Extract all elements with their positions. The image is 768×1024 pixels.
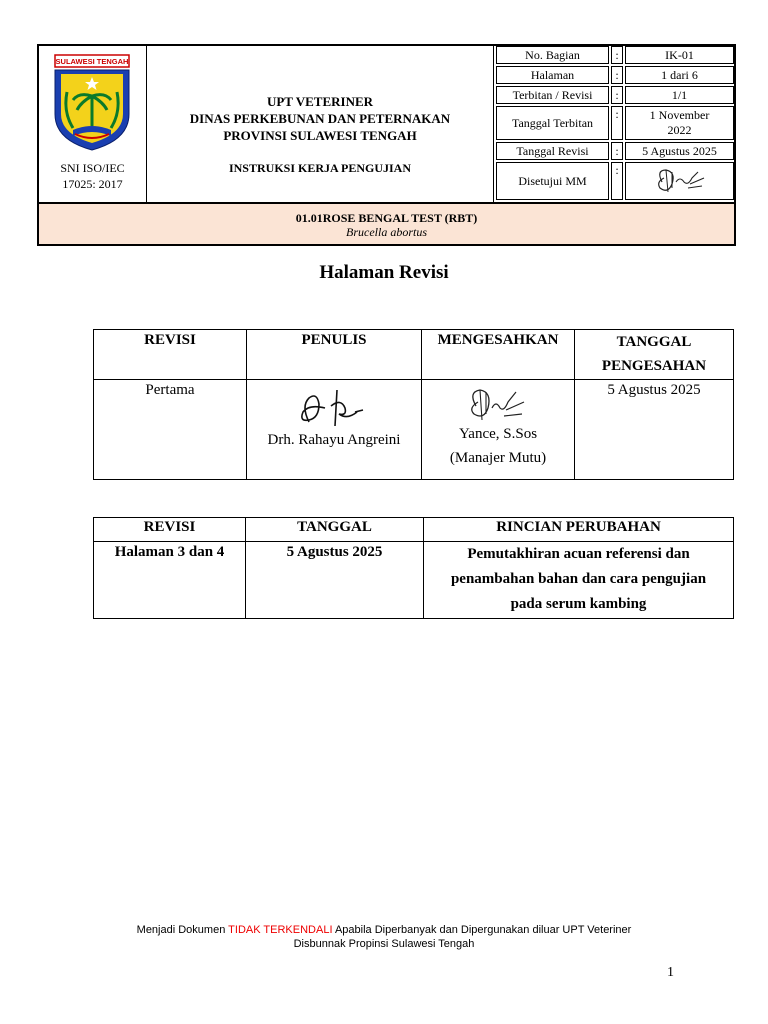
rincian-line-2: penambahan bahan dan cara pengujian — [450, 571, 707, 587]
approval-table — [93, 329, 734, 480]
org-name-line-3: PROVINSI SULAWESI TENGAH — [223, 128, 417, 143]
meta-value: IK-01 — [625, 46, 734, 64]
change-col-tanggal: TANGGAL — [246, 518, 424, 542]
page-title: Halaman Revisi — [319, 262, 449, 283]
penulis-name: Drh. Rahayu Angreini — [267, 432, 401, 448]
meta-label: Terbitan / Revisi — [496, 86, 609, 104]
mengesahkan-cell — [422, 380, 575, 480]
penulis-cell — [247, 380, 422, 480]
meta-label: Tanggal Revisi — [496, 142, 609, 160]
meta-label: Tanggal Terbitan — [496, 106, 609, 140]
meta-row-terbitan — [494, 86, 734, 104]
meta-label: No. Bagian — [496, 46, 609, 64]
col-header-penulis: PENULIS — [247, 330, 422, 380]
meta-value-signature — [625, 162, 734, 200]
logo-banner-text: SULAWESI TENGAH — [55, 57, 129, 66]
mengesahkan-role: (Manajer Mutu) — [449, 450, 547, 466]
page-number: 1 — [667, 965, 674, 980]
province-emblem-logo — [51, 52, 133, 152]
document-type: INSTRUKSI KERJA PENGUJIAN — [228, 161, 412, 175]
approval-header-row — [94, 330, 734, 380]
meta-value: 1 November 2022 — [625, 106, 734, 140]
meta-separator: : — [611, 86, 623, 104]
meta-row-no-bagian — [494, 46, 734, 64]
rincian-line-3: pada serum kambing — [510, 596, 647, 612]
meta-value: 1 dari 6 — [625, 66, 734, 84]
organization-cell — [147, 46, 494, 202]
meta-separator: : — [611, 46, 623, 64]
rincian-line-1: Pemutakhiran acuan referensi dan — [467, 546, 690, 562]
meta-separator: : — [611, 162, 623, 200]
document-footer — [0, 923, 768, 951]
footer-line-2: Disbunnak Propinsi Sulawesi Tengah — [293, 938, 475, 950]
manager-signature-icon — [650, 164, 710, 198]
change-tanggal-cell: 5 Agustus 2025 — [246, 542, 424, 619]
approval-row — [94, 380, 734, 480]
org-name-line-1: UPT VETERINER — [266, 94, 374, 109]
meta-label: Disetujui MM — [496, 162, 609, 200]
change-header-row — [94, 518, 734, 542]
test-number: 01.01 — [295, 211, 323, 225]
change-revisi-cell: Halaman 3 dan 4 — [94, 542, 246, 619]
tanggal-cell: 5 Agustus 2025 — [575, 380, 734, 480]
meta-separator: : — [611, 66, 623, 84]
change-col-revisi: REVISI — [94, 518, 246, 542]
col-header-revisi: REVISI — [94, 330, 247, 380]
footer-uncontrolled-warning: TIDAK TERKENDALI — [228, 924, 333, 936]
org-name-line-2: DINAS PERKEBUNAN DAN PETERNAKAN — [189, 111, 451, 126]
writer-signature-icon — [279, 384, 389, 430]
test-title: ROSE BENGAL TEST (RBT) — [322, 211, 478, 225]
meta-value: 5 Agustus 2025 — [625, 142, 734, 160]
col-header-tanggal: TANGGAL — [616, 334, 692, 350]
meta-row-tanggal-terbitan — [494, 106, 734, 140]
meta-separator: : — [611, 106, 623, 140]
change-row — [94, 542, 734, 619]
col-header-mengesahkan: MENGESAHKAN — [422, 330, 575, 380]
revisi-cell: Pertama — [94, 380, 247, 480]
col-header-pengesahan: PENGESAHAN — [601, 358, 707, 374]
cert-line-2: 17025: 2017 — [62, 177, 123, 191]
mengesahkan-name: Yance, S.Sos — [458, 426, 538, 442]
change-log-table — [93, 517, 734, 619]
meta-value: 1/1 — [625, 86, 734, 104]
logo-cell — [39, 46, 147, 202]
meta-row-halaman — [494, 66, 734, 84]
approver-signature-icon — [458, 384, 538, 426]
test-title-band — [39, 202, 734, 244]
meta-row-disetujui — [494, 162, 734, 200]
test-subtitle: Brucella abortus — [346, 225, 427, 239]
meta-row-tanggal-revisi — [494, 142, 734, 160]
footer-post: Apabila Diperbanyak dan Dipergunakan diluar UPT Veteriner — [332, 924, 632, 936]
footer-line-1 — [0, 923, 768, 937]
meta-separator: : — [611, 142, 623, 160]
col-header-tanggal-pengesahan — [575, 330, 734, 380]
change-col-rincian: RINCIAN PERUBAHAN — [424, 518, 734, 542]
meta-label: Halaman — [496, 66, 609, 84]
cert-line-1: SNI ISO/IEC — [60, 161, 125, 175]
footer-pre: Menjadi Dokumen — [136, 924, 229, 936]
change-rincian-cell — [424, 542, 734, 619]
